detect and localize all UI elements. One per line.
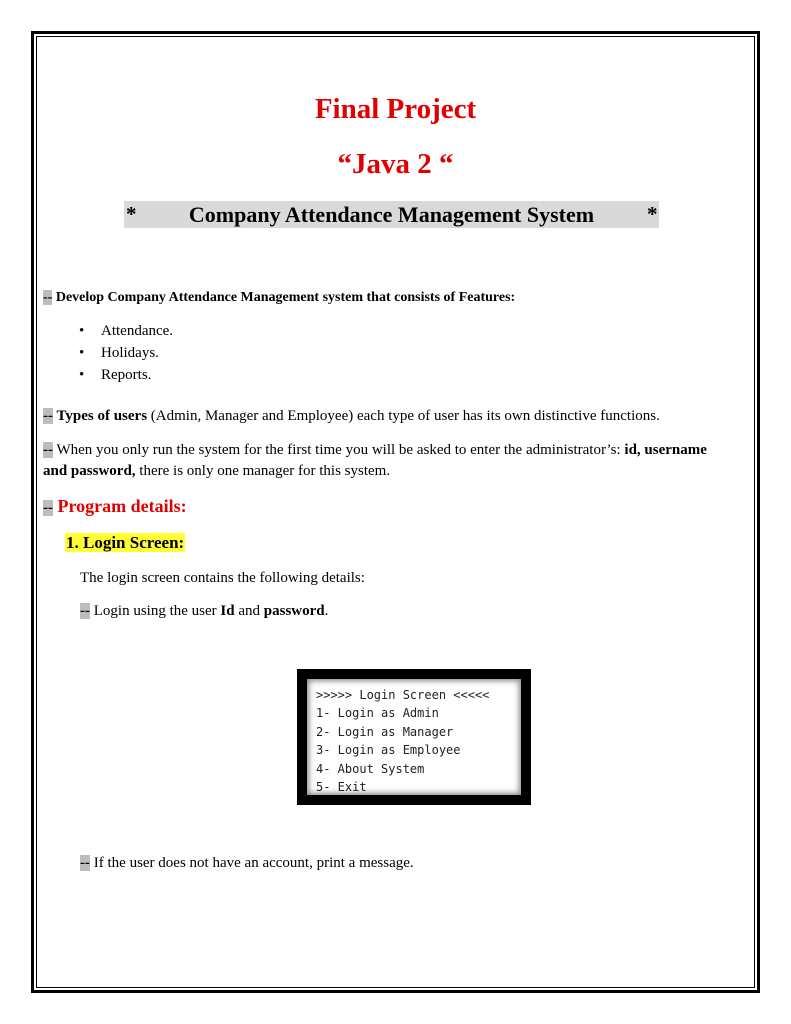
login-text-period: . xyxy=(324,603,329,619)
login-text-a: Login using the user xyxy=(90,603,221,619)
login-screen-heading xyxy=(65,531,185,556)
page-subtitle: “Java 2 “ xyxy=(337,148,454,180)
banner-star-left: * xyxy=(126,202,137,226)
users-text: (Admin, Manager and Employee) each type of user has its own distinctive functions. xyxy=(147,408,660,424)
first-run-bold-2: and password, xyxy=(43,463,136,479)
console-menu xyxy=(316,686,489,796)
console-screenshot xyxy=(297,669,531,805)
first-run-text-2: there is only one manager for this system. xyxy=(135,463,391,479)
users-label: Types of users xyxy=(53,408,148,424)
login-text-password: password xyxy=(263,603,325,619)
login-instruction xyxy=(80,598,328,624)
intro-text: Develop Company Attendance Management system that consists of Features: xyxy=(52,290,516,305)
program-heading-text: Program details: xyxy=(53,496,187,516)
console-line: 2- Login as Manager xyxy=(316,724,454,739)
console-screen xyxy=(307,679,521,795)
list-item: • Holidays. xyxy=(79,342,173,364)
dash-marker: -- xyxy=(80,603,90,619)
dash-marker: -- xyxy=(43,408,53,424)
banner-star-right: * xyxy=(647,202,658,226)
console-line: 4- About System xyxy=(316,761,425,776)
users-paragraph xyxy=(43,403,660,429)
login-text-and: and xyxy=(234,603,264,619)
program-details-heading xyxy=(43,494,187,520)
console-line: 1- Login as Admin xyxy=(316,706,439,721)
console-line: 3- Login as Employee xyxy=(316,743,461,758)
login-text-id: Id xyxy=(220,603,235,619)
login-heading-text: 1. Login Screen: xyxy=(66,533,185,552)
first-run-line-2 xyxy=(43,458,390,484)
page-title: Final Project xyxy=(314,93,477,125)
banner-title: Company Attendance Management System xyxy=(188,202,595,227)
login-contains-text: The login screen contains the following details: xyxy=(80,570,365,586)
first-run-bold: id, username xyxy=(624,442,707,458)
dash-marker: -- xyxy=(43,290,53,305)
console-line: 5- Exit xyxy=(316,780,367,795)
first-run-text: When you only run the system for the first time you will be asked to enter the administrator’s: xyxy=(53,442,625,458)
dash-marker: -- xyxy=(43,442,53,458)
intro-paragraph xyxy=(43,285,515,311)
no-account-paragraph xyxy=(80,850,414,876)
no-account-text: If the user does not have an account, print a message. xyxy=(90,855,414,871)
dash-marker: -- xyxy=(80,855,90,871)
list-item: • Reports. xyxy=(79,364,173,386)
dash-marker: -- xyxy=(43,500,53,516)
list-item: • Attendance. xyxy=(79,320,173,342)
console-line: >>>>> Login Screen <<<<< xyxy=(316,688,490,702)
features-list xyxy=(79,320,173,386)
